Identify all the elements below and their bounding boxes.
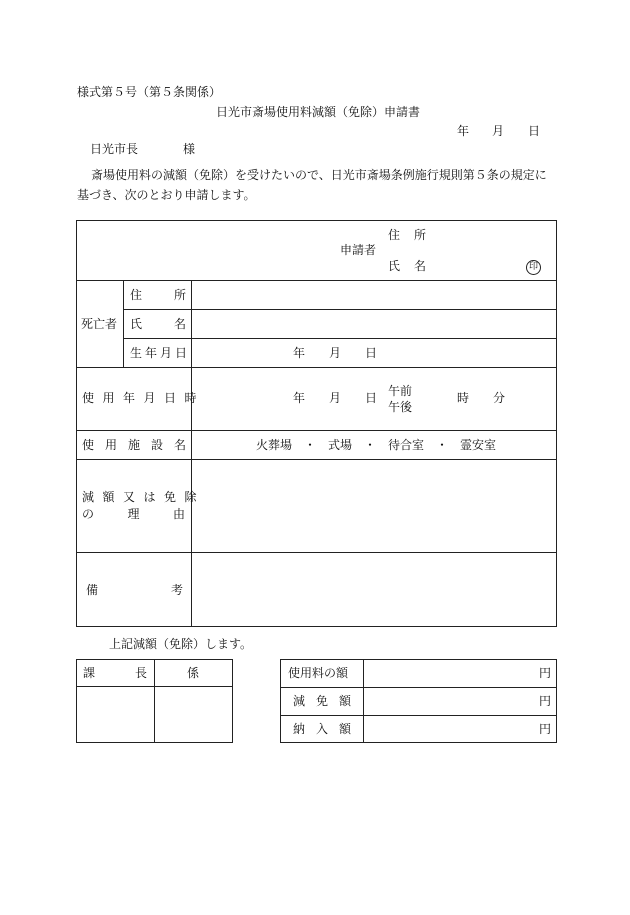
date-year-label: 年 — [457, 124, 470, 138]
usage-year-label: 年 — [293, 391, 306, 405]
date-month-label: 月 — [492, 124, 505, 138]
reason-label-line2: の 理 由 — [82, 507, 185, 521]
applicant-name-label: 氏 名 — [388, 259, 426, 273]
applicant-address-label: 住 所 — [388, 228, 426, 242]
addressee: 日光市長 — [90, 142, 139, 156]
payment-amount-label: 納 入 額 — [293, 722, 351, 736]
usage-fee-label: 使用料の額 — [288, 666, 349, 680]
pm-label: 午後 — [388, 400, 413, 414]
birth-year-label: 年 — [293, 346, 306, 360]
usage-day-label: 日 — [365, 391, 378, 405]
usage-datetime-label: 使用年月日時 — [82, 391, 206, 405]
birth-day-label: 日 — [365, 346, 378, 360]
facility-label: 使用施設名 — [82, 438, 198, 452]
deceased-label: 死亡者 — [81, 317, 118, 331]
remarks-label: 備 考 — [86, 583, 183, 597]
usage-month-label: 月 — [329, 391, 342, 405]
form-title: 日光市斎場使用料減額（免除）申請書 — [216, 105, 421, 119]
applicant-label: 申請者 — [340, 243, 377, 257]
reason-label-line1: 減額又は免除 — [82, 490, 206, 504]
seal-icon: 印 — [526, 260, 541, 275]
payment-currency: 円 — [539, 722, 552, 736]
staff-label: 係 — [187, 666, 200, 680]
usage-fee-currency: 円 — [539, 666, 552, 680]
section-chief-label: 課 長 — [83, 666, 147, 680]
reduction-currency: 円 — [539, 694, 552, 708]
date-day-label: 日 — [528, 124, 541, 138]
am-label: 午前 — [388, 384, 413, 398]
intro-text-line2: 基づき、次のとおり申請します。 — [77, 188, 256, 202]
deceased-name-label: 氏 名 — [130, 317, 186, 331]
main-form-table — [76, 220, 557, 627]
intro-text-line1: 斎場使用料の減額（免除）を受けたいので、日光市斎場条例施行規則第５条の規定に — [91, 168, 547, 182]
deceased-birth-label: 生年月日 — [130, 346, 191, 360]
form-number: 様式第５号（第５条関係） — [77, 85, 222, 99]
minute-label: 分 — [493, 391, 506, 405]
reduction-amount-label: 減 免 額 — [293, 694, 351, 708]
birth-month-label: 月 — [329, 346, 342, 360]
approval-statement: 上記減額（免除）します。 — [109, 637, 253, 651]
hour-label: 時 — [457, 391, 470, 405]
facility-options: 火葬場 ・ 式場 ・ 待合室 ・ 霊安室 — [256, 438, 497, 452]
addressee-honorific: 様 — [183, 142, 196, 156]
deceased-address-label: 住 所 — [130, 288, 186, 302]
